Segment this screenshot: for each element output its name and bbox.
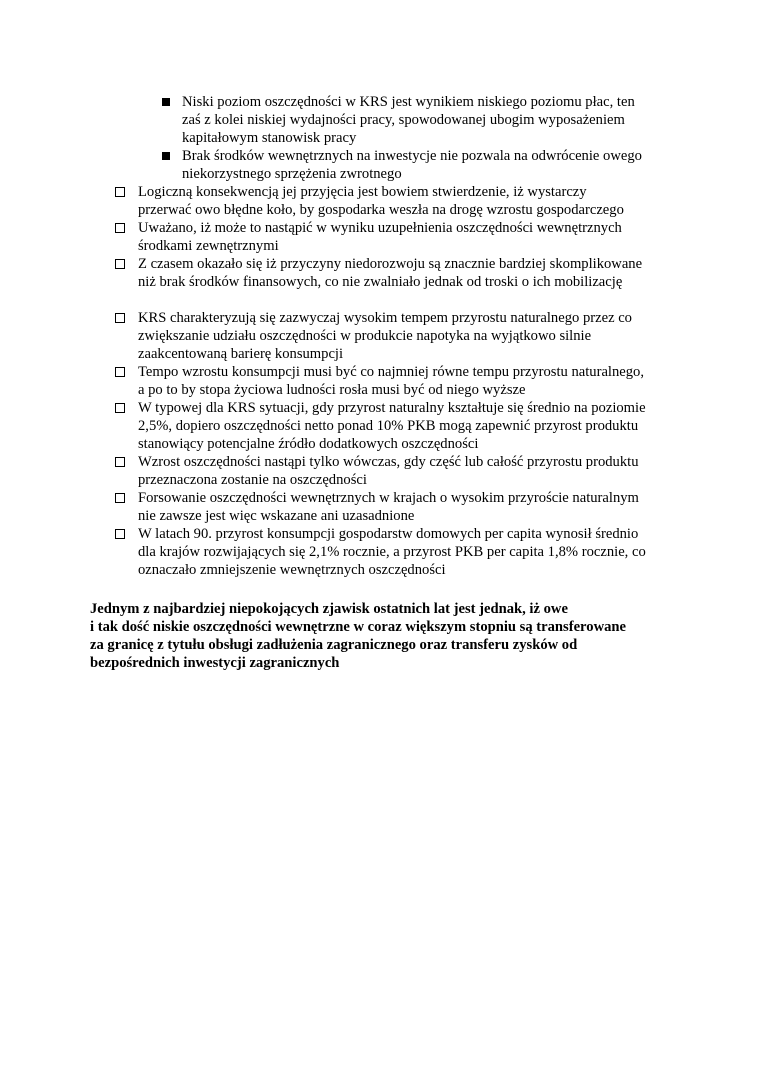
text-line: przerwać owo błędne koło, by gospodarka weszła na drogę wzrostu gospodarczego (138, 202, 624, 218)
text-line: zaś z kolei niskiej wydajności pracy, spowodowanej ubogim wyposażeniem (182, 112, 625, 128)
text-line: nie zawsze jest więc wskazane ani uzasadnione (138, 508, 415, 524)
text-line: Tempo wzrostu konsumpcji musi być co najmniej równe tempu przyrostu naturalnego, (138, 364, 644, 380)
empty-checkbox-icon (115, 259, 125, 269)
text-line: zwiększanie udziału oszczędności w produkcie napotyka na wyjątkowo silnie (138, 328, 592, 344)
text-line: Wzrost oszczędności nastąpi tylko wówczas, gdy część lub całość przyrostu produktu (138, 454, 639, 470)
text-line: W typowej dla KRS sytuacji, gdy przyrost naturalny kształtuje się średnio na poziomie (138, 400, 646, 416)
text-line: Niski poziom oszczędności w KRS jest wynikiem niskiego poziomu płac, ten (182, 94, 635, 110)
checkbox-list-item (114, 219, 684, 255)
checkbox-list-item (114, 309, 684, 363)
checkbox-list-item (114, 363, 684, 399)
checkbox-list-item (114, 489, 684, 525)
text-line: Forsowanie oszczędności wewnętrznych w krajach o wysokim przyroście naturalnym (138, 490, 639, 506)
square-bullet-icon (162, 98, 170, 106)
text-line: W latach 90. przyrost konsumpcji gospodarstw domowych per capita wynosił średnio (138, 526, 639, 542)
text-line: Brak środków wewnętrznych na inwestycje nie pozwala na odwrócenie owego (182, 148, 642, 164)
text-line: dla krajów rozwijających się 2,1% rocznie, a przyrost PKB per capita 1,8% rocznie, co (138, 544, 646, 560)
paragraph-gap (114, 291, 684, 309)
checkbox-list-item (114, 183, 684, 219)
checkbox-bullet-list (114, 183, 684, 579)
text-line: 2,5%, dopiero oszczędności netto ponad 10% PKB mogą zapewnić przyrost produktu (138, 418, 639, 434)
checkbox-list-item (114, 525, 684, 579)
empty-checkbox-icon (115, 223, 125, 233)
text-line: stanowiący potencjalne źródło dodatkowych oszczędności (138, 436, 479, 452)
empty-checkbox-icon (115, 529, 125, 539)
text-line: Jednym z najbardziej niepokojących zjawisk ostatnich lat jest jednak, iż owe (90, 601, 568, 617)
text-line: kapitałowym stanowisk pracy (182, 130, 357, 146)
empty-checkbox-icon (115, 457, 125, 467)
text-line: oznaczało zmniejszenie wewnętrznych oszczędności (138, 562, 446, 578)
sub-bullet-item (160, 147, 680, 183)
text-line: niż brak środków finansowych, co nie zwalniało jednak od troski o ich mobilizację (138, 274, 623, 290)
square-bullet-icon (162, 152, 170, 160)
empty-checkbox-icon (115, 313, 125, 323)
checkbox-list-item (114, 453, 684, 489)
sub-bullet-list (160, 93, 680, 183)
text-line: a po to by stopa życiowa ludności rosła musi być od niego wyższe (138, 382, 526, 398)
empty-checkbox-icon (115, 367, 125, 377)
text-line: Logiczną konsekwencją jej przyjęcia jest bowiem stwierdzenie, iż wystarczy (138, 184, 587, 200)
empty-checkbox-icon (115, 403, 125, 413)
text-line: KRS charakteryzują się zazwyczaj wysokim tempem przyrostu naturalnego przez co (138, 310, 632, 326)
text-line: środkami zewnętrznymi (138, 238, 279, 254)
text-line: Z czasem okazało się iż przyczyny niedorozwoju są znacznie bardziej skomplikowane (138, 256, 643, 272)
text-line: przeznaczona zostanie na oszczędności (138, 472, 367, 488)
checkbox-list-item (114, 255, 684, 291)
text-line: Uważano, iż może to nastąpić w wyniku uzupełnienia oszczędności wewnętrznych (138, 220, 622, 236)
text-line: bezpośrednich inwestycji zagranicznych (90, 655, 340, 671)
sub-bullet-item (160, 93, 680, 147)
text-line: niekorzystnego sprzężenia zwrotnego (182, 166, 402, 182)
conclusion-paragraph (90, 600, 680, 672)
checkbox-list-item (114, 399, 684, 453)
text-line: za granicę z tytułu obsługi zadłużenia zagranicznego oraz transferu zysków od (90, 637, 578, 653)
text-line: zaakcentowaną barierę konsumpcji (138, 346, 344, 362)
text-line: i tak dość niskie oszczędności wewnętrzne w coraz większym stopniu są transferowane (90, 619, 626, 635)
empty-checkbox-icon (115, 493, 125, 503)
empty-checkbox-icon (115, 187, 125, 197)
